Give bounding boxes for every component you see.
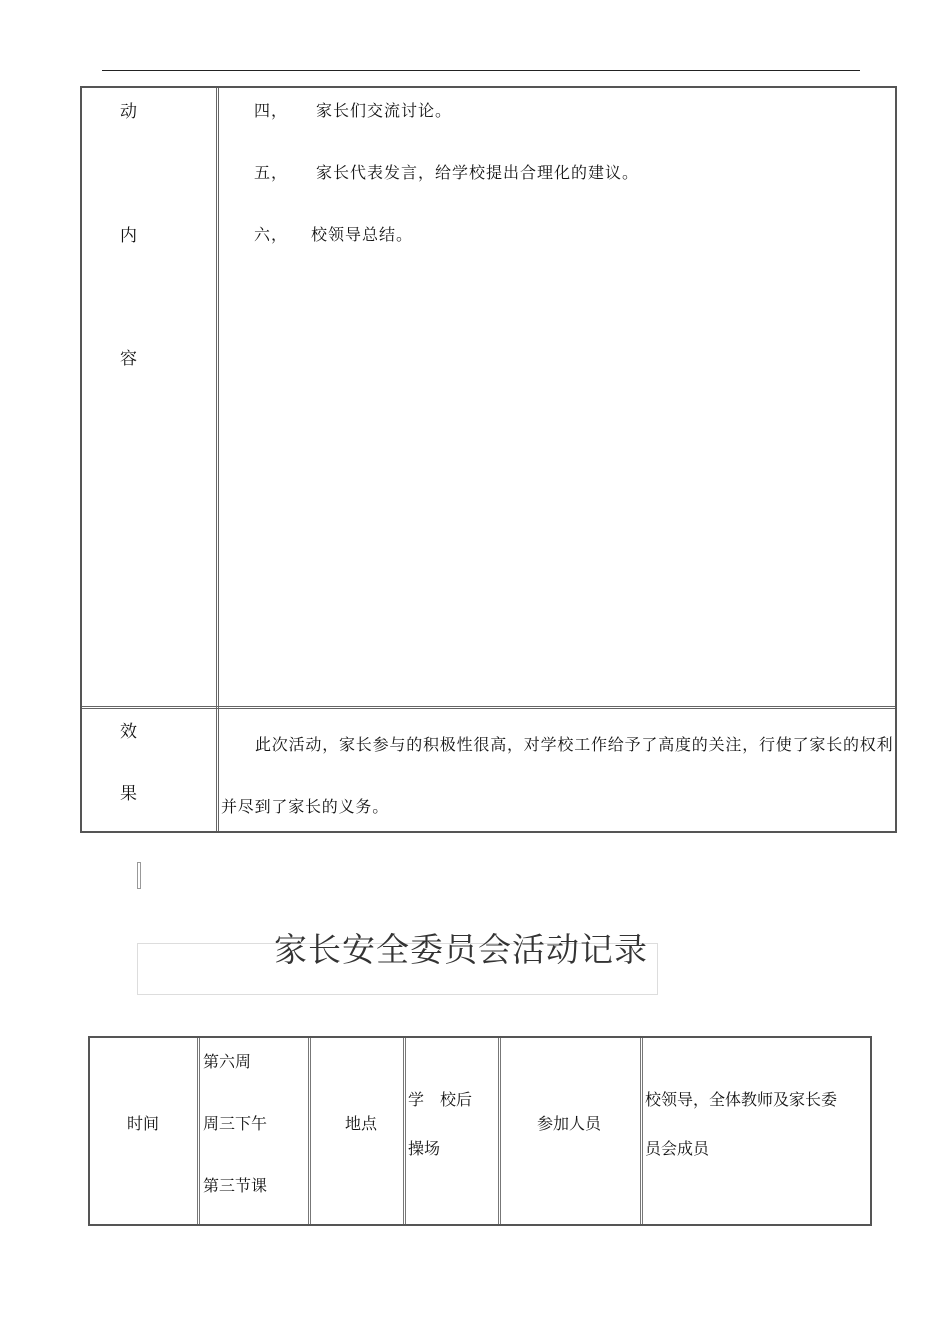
participants-label: 参加人员 — [537, 1114, 602, 1133]
item-text: 校领导总结。 — [311, 225, 414, 244]
label-activity-char-1: 动 — [120, 102, 137, 122]
table-column-divider — [197, 1038, 200, 1224]
label-result-char-1: 效 — [120, 722, 137, 742]
activity-content-table — [80, 86, 897, 833]
activity-record-table — [88, 1036, 872, 1226]
list-item — [254, 101, 452, 121]
table-column-divider — [640, 1038, 643, 1224]
item-text: 家长们交流讨论。 — [316, 101, 453, 120]
place-value-line: 学 校后 — [408, 1090, 473, 1109]
time-value-line: 周三下午 — [203, 1114, 268, 1133]
text-cursor-marker — [137, 862, 141, 889]
header-rule — [102, 70, 860, 71]
label-activity-char-3: 容 — [120, 349, 137, 369]
item-text: 家长代表发言，给学校提出合理化的建议。 — [316, 163, 640, 182]
table-row-divider — [82, 706, 895, 709]
item-number: 四， — [254, 101, 289, 120]
result-text: 此次活动，家长参与的积极性很高，对学校工作给予了高度的关注，行使了家长的权利并尽到了家长的义务。 — [221, 735, 894, 816]
list-item — [254, 163, 639, 183]
participants-value-line: 校领导，全体教师及家长委 — [645, 1090, 838, 1109]
document-title: 家长安全委员会活动记录 — [274, 930, 648, 969]
table-column-divider — [403, 1038, 406, 1224]
item-number: 五， — [254, 163, 289, 182]
time-label: 时间 — [127, 1114, 160, 1133]
table-column-divider — [216, 88, 219, 831]
place-value-line: 操场 — [408, 1139, 441, 1158]
label-result-char-2: 果 — [120, 784, 137, 804]
list-item — [254, 225, 413, 245]
participants-value-line: 员会成员 — [645, 1139, 710, 1158]
label-activity-char-2: 内 — [120, 226, 137, 246]
table-column-divider — [498, 1038, 501, 1224]
time-value-line: 第三节课 — [203, 1176, 268, 1195]
place-label: 地点 — [345, 1114, 378, 1133]
time-value-line: 第六周 — [203, 1052, 252, 1071]
item-number: 六， — [254, 225, 289, 244]
table-column-divider — [308, 1038, 311, 1224]
